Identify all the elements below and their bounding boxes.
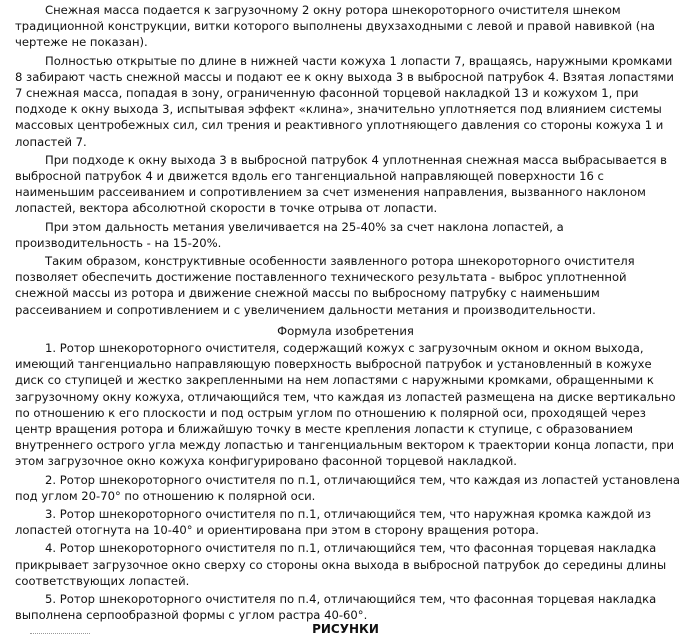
bottom-divider <box>30 633 90 636</box>
claims-list <box>15 340 681 625</box>
claim-item: 5. Ротор шнекороторного очистителя по п.4, отличающийся тем, что фасонная торцевая накладка выполнена серпообразной формы с углом растра 40-60°. <box>15 592 657 623</box>
figures-heading: РИСУНКИ <box>312 622 379 636</box>
claim-item: 1. Ротор шнекороторного очистителя, содержащий кожух с загрузочным окном и окном выхода, имеющий тангенциально направляющую поверхность выбросной патрубок и установленный в кожухе диск со ступицей и жестко закрепленными на нем лопастями с наружными кромками, обращенными к загрузочному окну кожуха, отличающийся тем, что каждая из лопастей размещена на диске вертикально по отношению к его плоскости и под острым углом по отношению к полярной оси, проходящей через центр вращения ротора и ближайшую точку в месте крепления лопасти к ступице, с образованием внутреннего острого угла между лопастью и тангенциальным вектором к траектории конца лопасти, при этом загрузочное окно кожуха конфигурировано фасонной торцевой накладкой. <box>15 341 676 469</box>
formula-title: Формула изобретения <box>277 324 414 338</box>
paragraph: При этом дальность метания увеличивается на 25-40% за счет наклона лопастей, а производительность - на 15-20%. <box>15 219 564 250</box>
paragraph: Таким образом, конструктивные особенности заявленного ротора шнекороторного очистителя позволяет обеспечить достижение поставленного технического результата - выброс уплотненной снежной массы из ротора и движение снежной массы по выбросному патрубку с наименьшим рассеиванием и сопротивлением и с увеличением дальности метания и производительности. <box>15 254 635 317</box>
claim-item: 3. Ротор шнекороторного очистителя по п.1, отличающийся тем, что наружная кромка каждой из лопастей отогнута на 10-40° и ориентирована при этом в сторону вращения ротора. <box>15 507 651 538</box>
paragraph: Полностью открытые по длине в нижней части кожуха 1 лопасти 7, вращаясь, наружными кромками 8 забирают часть снежной массы и подают ее к окну выхода 3 в выбросной патрубок 4. Взятая лопастями 7 снежная масса, попадая в зону, ограниченную фасонной торцевой накладкой 13 и кожухом 1, при подходе к окну выхода 3, испытывая эффект «клина», значительно уплотняется под влиянием системы массовых центробежных сил, сил трения и реактивного уплотняющего давления со стороны кожуха 1 и лопастей 7. <box>15 53 674 149</box>
claim-item: 4. Ротор шнекороторного очистителя по п.1, отличающийся тем, что фасонная торцевая накладка прикрывает загрузочное окно сверху со стороны окна выхода в выбросной патрубок до середины длины соответствующих лопастей. <box>15 541 667 588</box>
description-body <box>15 2 681 320</box>
paragraph: При подходе к окну выхода 3 в выбросной патрубок 4 уплотненная снежная масса выбрасывается в выбросной патрубок 4 и движется вдоль его тангенциальной направляющей поверхности 16 с наименьшим рассеиванием и сопротивлением за счет изменения направления, вызванного наклоном лопастей, вектора абсолютной скорости в точке отрыва от лопасти. <box>15 152 667 216</box>
paragraph: Снежная масса подается к загрузочному 2 окну ротора шнекороторного очистителя шнеком традиционной конструкции, витки которого выполнены двухзаходными с левой и правой навивкой (на чертеже не показан). <box>15 3 656 50</box>
claim-item: 2. Ротор шнекороторного очистителя по п.1, отличающийся тем, что каждая из лопастей установлена под углом 20-70° по отношению к полярной оси. <box>15 472 680 503</box>
